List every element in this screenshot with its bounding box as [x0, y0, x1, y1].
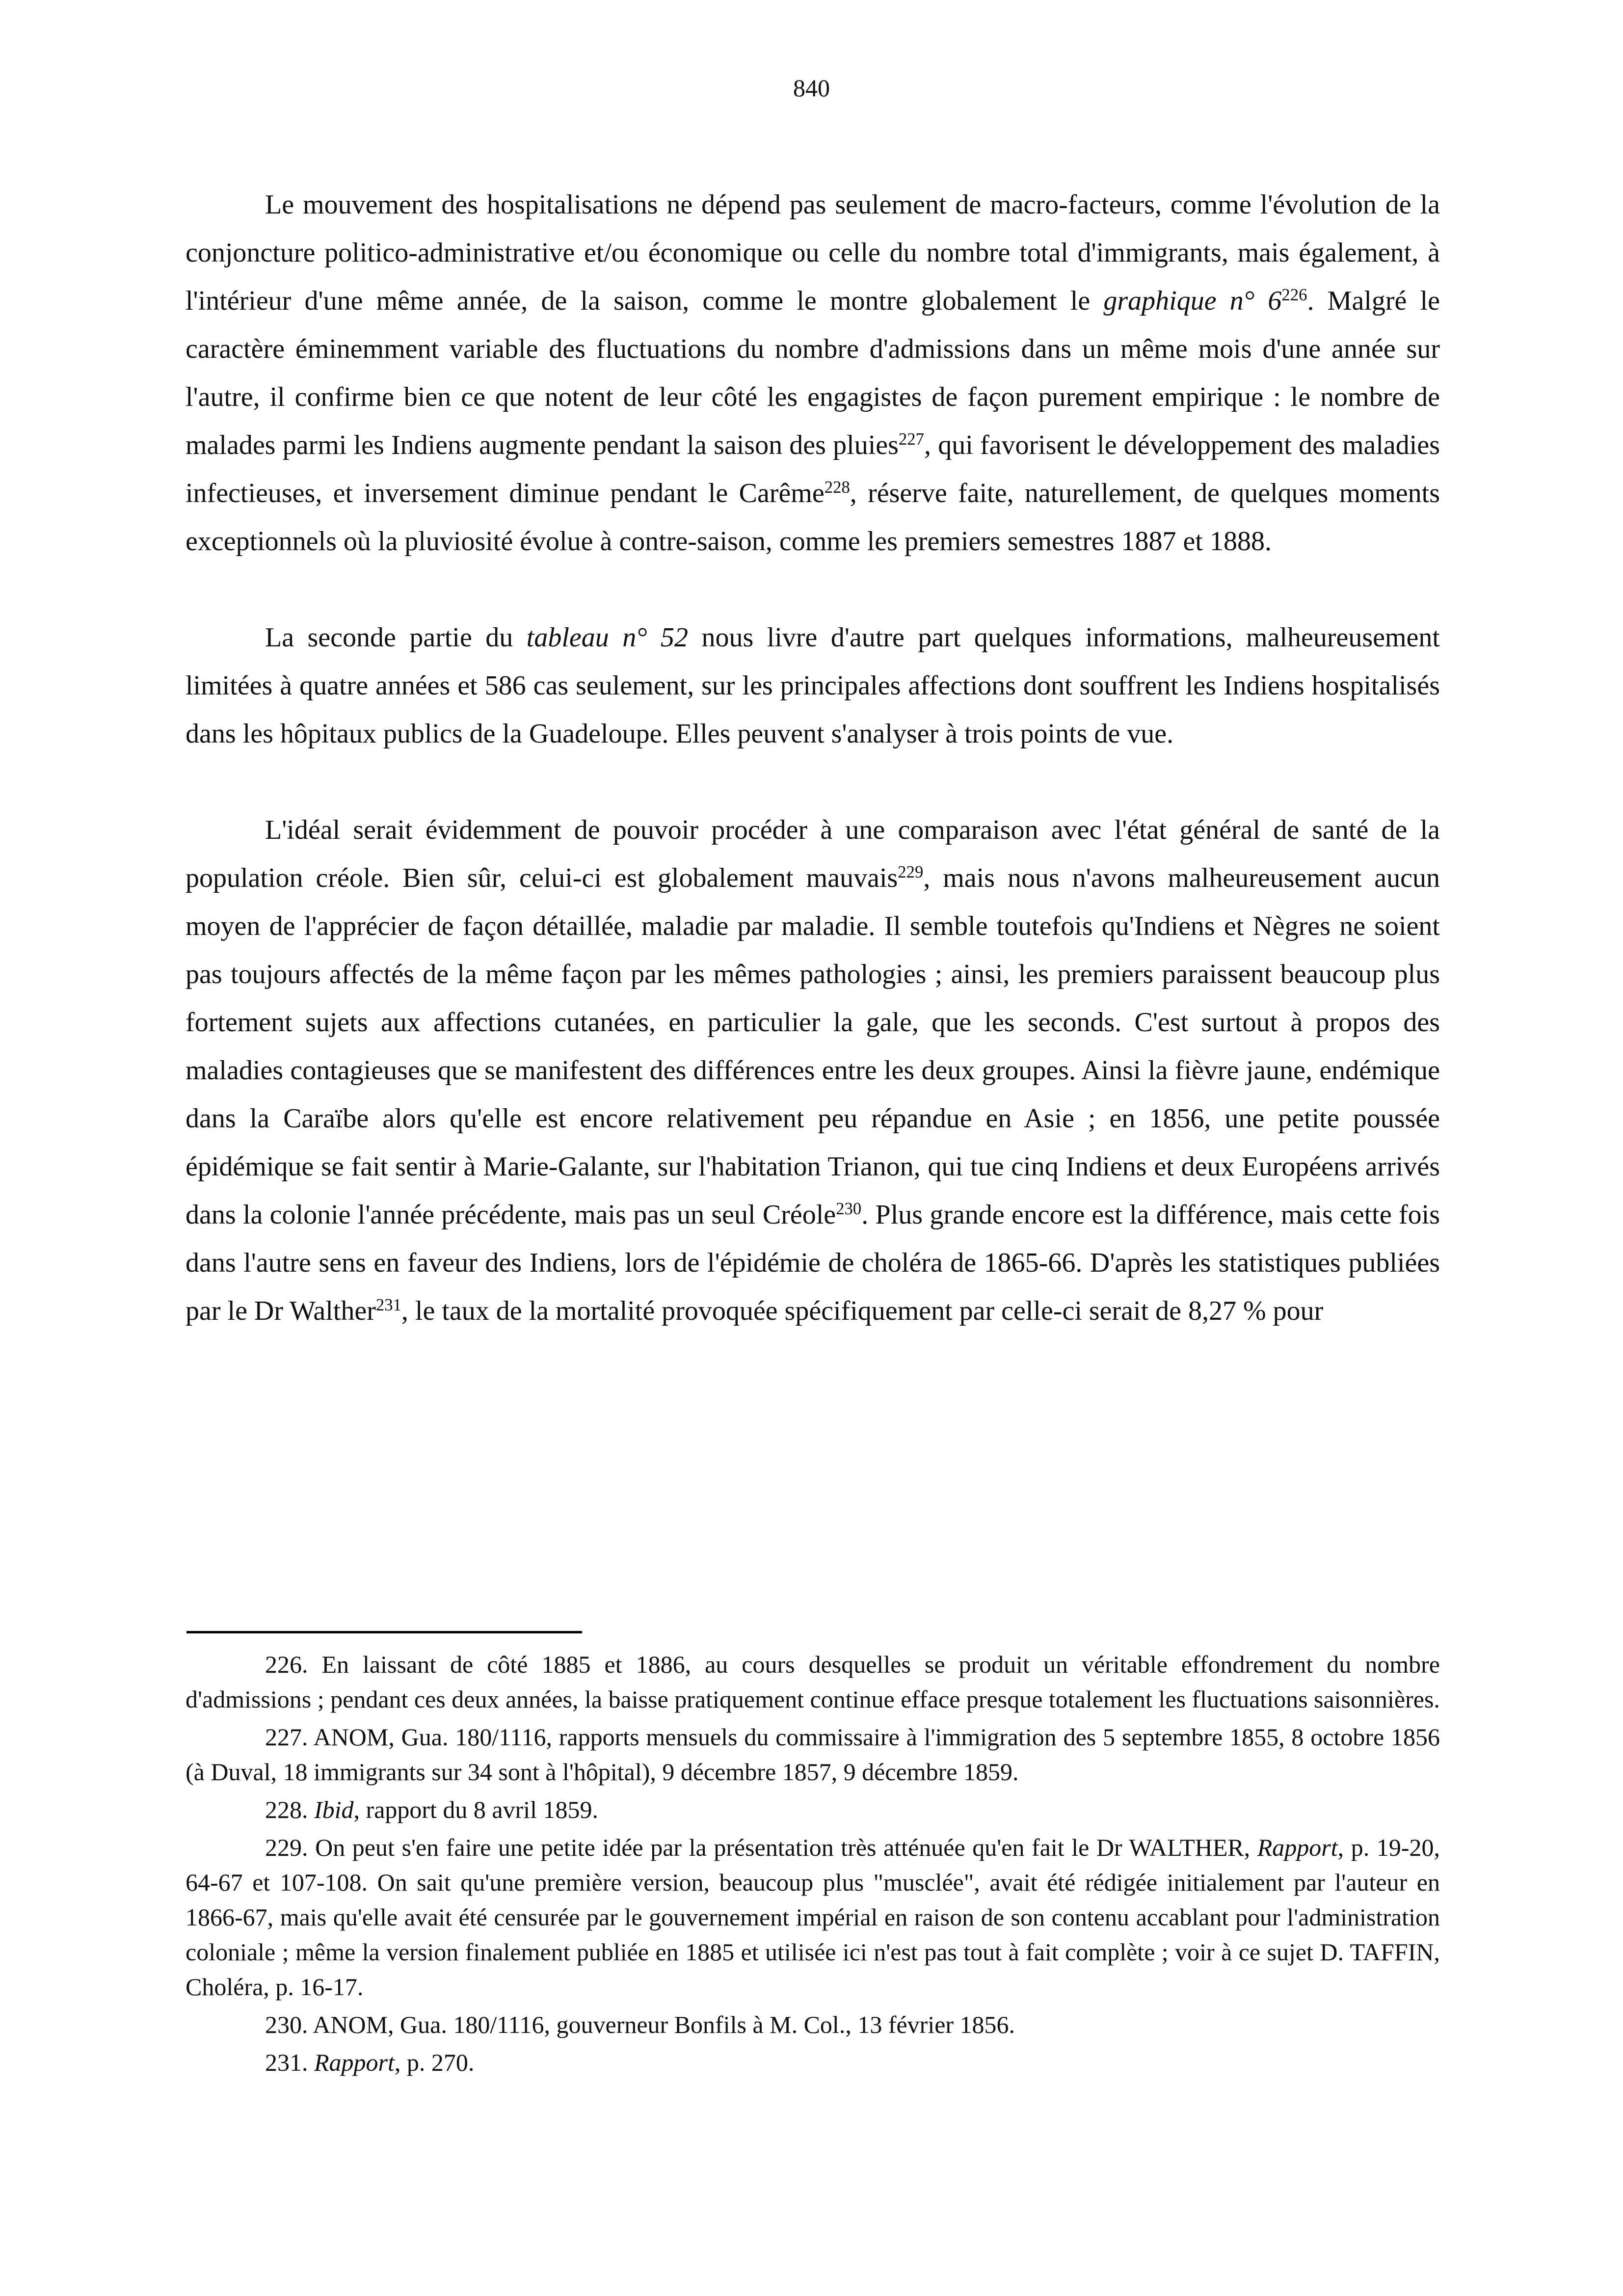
- text-run: , réserve faite, naturellement, de quelques moments exceptionnels où la pluviosité évolue à contre-saison, comme les premiers semestres 1887 et 1888.: [186, 478, 1440, 557]
- text-run: , mais nous n'avons malheureusement aucun moyen de l'apprécier de façon détaillée, maladie par maladie. Il semble toutefois qu'Indiens et Nègres ne soient pas toujours affectés de la même façon par les mêmes pathologies ; ainsi, les premiers paraissent beaucoup plus fortement sujets aux affections cutanées, en particulier la gale, que les seconds. C'est surtout à propos des maladies contagieuses que se manifestent des différences entre les deux groupes. Ainsi la fièvre jaune, endémique dans la Caraïbe alors qu'elle est encore relativement peu répandue en Asie ; en 1856, une petite poussée épidémique se fait sentir à Marie-Galante, sur l'habitation Trianon, qui tue cinq Indiens et deux Européens arrivés dans la colonie l'année précédente, mais pas un seul Créole: [186, 863, 1440, 1230]
- italic-reference: Rapport: [314, 2049, 395, 2076]
- italic-reference: graphique n° 6: [1103, 286, 1282, 316]
- footnote-ref-230[interactable]: 230: [836, 1199, 862, 1218]
- page-number: 840: [793, 74, 830, 102]
- footnote-text: 227. ANOM, Gua. 180/1116, rapports mensuels du commissaire à l'immigration des 5 septembre 1855, 8 octobre 1856 (à Duval, 18 immigrants sur 34 sont à l'hôpital), 9 décembre 1857, 9 décembre 1859.: [186, 1723, 1440, 1786]
- footnote-text: 230. ANOM, Gua. 180/1116, gouverneur Bonfils à M. Col., 13 février 1856.: [265, 2011, 1015, 2038]
- footnote-text: 229. On peut s'en faire une petite idée par la présentation très atténuée qu'en fait le Dr WALTHER,: [265, 1834, 1257, 1861]
- footnote-ref-227[interactable]: 227: [898, 429, 924, 449]
- paragraph: [186, 806, 1440, 1335]
- footnotes: [186, 1647, 1440, 2083]
- text-run: La seconde partie du: [265, 622, 527, 653]
- footnote-ref-229[interactable]: 229: [898, 862, 924, 881]
- text-run: , le taux de la mortalité provoquée spécifiquement par celle-ci serait de 8,27 % pour: [401, 1296, 1324, 1326]
- italic-reference: Rapport: [1257, 1834, 1338, 1861]
- paragraph: [186, 181, 1440, 565]
- paragraph: [186, 614, 1440, 758]
- text-run: , qui favorisent le développement des maladies infectieuses, et inversement diminue pendant le Carême: [186, 430, 1440, 508]
- footnote-text: , p. 270.: [394, 2049, 475, 2076]
- footnote-text: , rapport du 8 avril 1859.: [353, 1796, 599, 1823]
- text-run: L'idéal serait évidemment de pouvoir procéder à une comparaison avec l'état général de santé de la population créole. Bien sûr, celui-ci est globalement mauvais: [186, 815, 1440, 893]
- text-run: . Plus grande encore est la différence, mais cette fois dans l'autre sens en faveur des Indiens, lors de l'épidémie de choléra de 1865-66. D'après les statistiques publiées par le Dr Walther: [186, 1200, 1440, 1326]
- footnote-226: [186, 1647, 1440, 1717]
- text-run: . Malgré le caractère éminemment variable des fluctuations du nombre d'admissions dans un même mois d'une année sur l'autre, il confirme bien ce que notent de leur côté les engagistes de façon purement empirique : le nombre de malades parmi les Indiens augmente pendant la saison des pluies: [186, 286, 1440, 460]
- italic-reference: tableau n° 52: [526, 622, 689, 653]
- footnote-231: [186, 2045, 1440, 2080]
- italic-reference: Ibid: [314, 1796, 354, 1823]
- footnote-227: [186, 1720, 1440, 1789]
- body-text: [186, 181, 1440, 1335]
- footnote-ref-228[interactable]: 228: [824, 477, 850, 497]
- footnote-229: [186, 1830, 1440, 2004]
- footnote-text: 231.: [265, 2049, 314, 2076]
- footnote-ref-231[interactable]: 231: [375, 1295, 401, 1314]
- text-run: Le mouvement des hospitalisations ne dépend pas seulement de macro-facteurs, comme l'évolution de la conjoncture politico-administrative et/ou économique ou celle du nombre total d'immigrants, mais également, à l'intérieur d'une même année, de la saison, comme le montre globalement le: [186, 189, 1440, 316]
- footnote-separator: [186, 1631, 582, 1633]
- footnote-ref-226[interactable]: 226: [1281, 285, 1307, 304]
- footnote-text: 228.: [265, 1796, 314, 1823]
- footnote-text: , p. 19-20, 64-67 et 107-108. On sait qu'une première version, beaucoup plus "musclée", avait été rédigée initialement par l'auteur en 1866-67, mais qu'elle avait été censurée par le gouvernement impérial en raison de son contenu accablant pour l'administration coloniale ; même la version finalement publiée en 1885 et utilisée ici n'est pas tout à fait complète ; voir à ce sujet D. TAFFIN, Choléra, p. 16-17.: [186, 1834, 1440, 2001]
- footnote-230: [186, 2007, 1440, 2042]
- footnote-228: [186, 1792, 1440, 1827]
- text-run: nous livre d'autre part quelques informations, malheureusement limitées à quatre années et 586 cas seulement, sur les principales affections dont souffrent les Indiens hospitalisés dans les hôpitaux publics de la Guadeloupe. Elles peuvent s'analyser à trois points de vue.: [186, 622, 1440, 749]
- footnote-text: 226. En laissant de côté 1885 et 1886, au cours desquelles se produit un véritable effondrement du nombre d'admissions ; pendant ces deux années, la baisse pratiquement continue efface presque totalement les fluctuations saisonnières.: [186, 1651, 1440, 1713]
